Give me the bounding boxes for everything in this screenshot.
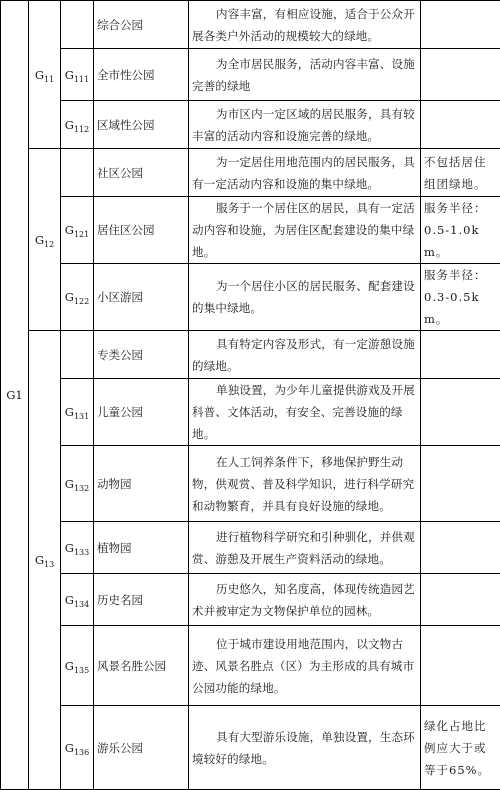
name-cell: 风景名胜公园 — [94, 626, 189, 706]
table-row — [1, 522, 500, 574]
table-row — [1, 264, 500, 331]
name-cell: 全市性公园 — [94, 49, 189, 101]
name-cell: 动物园 — [94, 446, 189, 522]
note-cell: 服务半径：0.5-1.0km。 — [421, 197, 500, 264]
description-cell: 内容丰富，有相应设施，适合于公众开展各类户外活动的规模较大的绿地。 — [189, 1, 421, 49]
code-cell: $G_{122}$ — [61, 264, 94, 331]
subcategory-cell: $G_{11}$ — [29, 1, 61, 149]
name-cell: 历史名园 — [94, 574, 189, 626]
table-row — [1, 1, 500, 49]
code-cell: $G_{136}$ — [61, 706, 94, 790]
name-cell: 植物园 — [94, 522, 189, 574]
description-cell: 为市区内一定区域的居民服务，具有较丰富的活动内容和设施完善的绿地。 — [189, 101, 421, 149]
code-cell: $G_{131}$ — [61, 379, 94, 446]
note-cell: 不包括居住组团绿地。 — [421, 149, 500, 197]
name-cell: 区域性公园 — [94, 101, 189, 149]
description-cell: 具有大型游乐设施，单独设置，生态环境较好的绿地。 — [189, 706, 421, 790]
table-row — [1, 149, 500, 197]
description-cell: 服务于一个居住区的居民，具有一定活动内容和设施，为居住区配套建设的集中绿地。 — [189, 197, 421, 264]
table-row — [1, 197, 500, 264]
note-cell — [421, 101, 500, 149]
table-row — [1, 101, 500, 149]
note-cell — [421, 626, 500, 706]
code-cell — [61, 1, 94, 49]
description-cell: 在人工饲养条件下，移地保护野生动物，供观赏、普及科学知识，进行科学研究和动物繁育，并具有良好设施的绿地。 — [189, 446, 421, 522]
description-cell: 单独设置，为少年儿童提供游戏及开展科普、文体活动，有安全、完善设施的绿地。 — [189, 379, 421, 446]
description-cell: 进行植物科学研究和引种驯化，并供观赏、游憩及开展生产资料活动的绿地。 — [189, 522, 421, 574]
description-cell: 历史悠久，知名度高，体现传统造园艺术并被审定为文物保护单位的园林。 — [189, 574, 421, 626]
table-row — [1, 446, 500, 522]
table-row — [1, 574, 500, 626]
code-cell: $G_{134}$ — [61, 574, 94, 626]
code-cell: $G_{121}$ — [61, 197, 94, 264]
note-cell — [421, 522, 500, 574]
code-cell: $G_{133}$ — [61, 522, 94, 574]
name-cell: 社区公园 — [94, 149, 189, 197]
code-cell: $G_{135}$ — [61, 626, 94, 706]
note-cell — [421, 1, 500, 49]
note-cell — [421, 331, 500, 379]
code-cell — [61, 149, 94, 197]
note-cell — [421, 49, 500, 101]
description-cell: 为全市居民服务，活动内容丰富、设施完善的绿地 — [189, 49, 421, 101]
name-cell: 游乐公园 — [94, 706, 189, 790]
name-cell: 专类公园 — [94, 331, 189, 379]
note-cell: 服务半径：0.3-0.5km。 — [421, 264, 500, 331]
main-category-label: G1 — [6, 388, 23, 402]
main-category-cell — [1, 1, 29, 790]
code-cell: $G_{112}$ — [61, 101, 94, 149]
name-cell: 综合公园 — [94, 1, 189, 49]
description-cell: 为一定居住用地范围内的居民服务，具有一定活动内容和设施的集中绿地。 — [189, 149, 421, 197]
description-cell: 为一个居住小区的居民服务、配套建设的集中绿地。 — [189, 264, 421, 331]
name-cell: 居住区公园 — [94, 197, 189, 264]
table-row — [1, 49, 500, 101]
table-row — [1, 331, 500, 379]
note-cell — [421, 446, 500, 522]
code-cell — [61, 331, 94, 379]
code-cell: $G_{132}$ — [61, 446, 94, 522]
subcategory-cell: $G_{13}$ — [29, 331, 61, 790]
name-cell: 小区游园 — [94, 264, 189, 331]
code-cell: $G_{111}$ — [61, 49, 94, 101]
note-cell: 绿化占地比例应大于或等于65%。 — [421, 706, 500, 790]
note-cell — [421, 574, 500, 626]
note-cell — [421, 379, 500, 446]
subcategory-cell: $G_{12}$ — [29, 149, 61, 331]
name-cell: 儿童公园 — [94, 379, 189, 446]
description-cell: 具有特定内容及形式，有一定游憩设施的绿地。 — [189, 331, 421, 379]
table-row — [1, 626, 500, 706]
table-row — [1, 379, 500, 446]
table-row — [1, 706, 500, 790]
description-cell: 位于城市建设用地范围内，以文物古迹、风景名胜点（区）为主形成的具有城市公园功能的绿地。 — [189, 626, 421, 706]
